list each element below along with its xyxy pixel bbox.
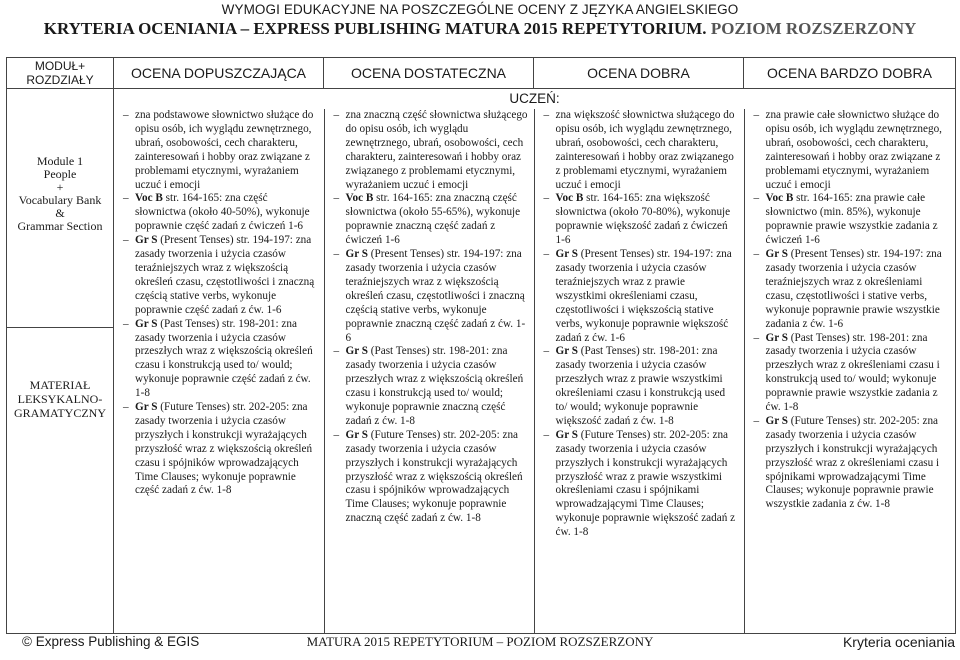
module-line: People [43, 167, 77, 181]
criteria-item-text: (Past Tenses) str. 198-201: zna zasady tworzenia i użycia czasów przeszłych wraz z większością określeń czasu i konstrukcją used to/ would; wykonuje poprawnie część zadań z ćw. 1-8 [135, 317, 313, 400]
header-row [7, 58, 956, 89]
criteria-item-text: str. 164-165: zna prawie całe słownictwo (min. 85%), wykonuje poprawnie prawie wszystkie zadania z ćwiczeń 1-6 [765, 192, 938, 247]
title-level: POZIOM ROZSZERZONY [710, 19, 917, 38]
criteria-item [123, 192, 318, 234]
document-title-line2 [0, 19, 960, 39]
criteria-item [334, 192, 528, 248]
grade-header-dopuszczajaca: OCENA DOPUSZCZAJĄCA [114, 58, 324, 89]
criteria-item [334, 248, 528, 345]
grade-header-dobra: OCENA DOBRA [534, 58, 744, 89]
criteria-item [754, 248, 951, 331]
criteria-item-text: (Present Tenses) str. 194-197: zna zasady tworzenia i użycia czasów teraźniejszych wraz z prawie wszystkimi określeniami czasu, częstotliwości i większością stative verbs, wykonuje poprawnie większość zadań z ćw. 1-6 [555, 248, 732, 344]
criteria-columns [114, 109, 956, 633]
criteria-dostateczna [324, 109, 534, 633]
criteria-item-text: (Past Tenses) str. 198-201: zna zasady tworzenia i użycia czasów przeszłych wraz z większością określeń czasu i konstrukcją used to/ would; wykonuje poprawnie znaczną część zadań z ćw. 1-8 [345, 345, 524, 427]
criteria-item [123, 401, 318, 498]
title-main: KRYTERIA OCENIANIA – EXPRESS PUBLISHING MATURA 2015 REPETYTORIUM. [43, 19, 707, 38]
material-label [7, 327, 113, 633]
criteria-bardzo-dobra [744, 109, 956, 633]
content-row [7, 89, 956, 634]
criteria-item-text: zna znaczną część słownictwa służącego do opisu osób, ich wyglądu zewnętrznego, ubrań, osobowości, cech charakteru, zainteresowań i hobby oraz związanego z problemami etycznymi, wyrażaniem uczuć i emocji [345, 109, 528, 191]
criteria-dobra [534, 109, 744, 633]
criteria-item-text: (Present Tenses) str. 194-197: zna zasady tworzenia i użycia czasów teraźniejszych wraz z większością określeń czasu, częstotliwości i znaczną częścią stative verbs, wykonuje poprawnie część zadań z ćw. 1-6 [135, 234, 315, 316]
footer-title: MATURA 2015 REPETYTORIUM – POZIOM ROZSZERZONY [306, 634, 654, 649]
criteria-item-lead: Gr S [765, 248, 788, 261]
criteria-item-text: zna podstawowe słownictwo służące do opisu osób, ich wyglądu zewnętrznego, ubrań, osobowości, cech charakteru, zainteresowań i hobby oraz związane z problemami etycznymi, wyrażaniem uczuć i emocji [135, 109, 314, 191]
module-line: + [56, 180, 64, 194]
criteria-item-lead: Gr S [345, 345, 368, 358]
criteria-item [754, 415, 951, 512]
document-title-line1: WYMOGI EDUKACYJNE NA POSZCZEGÓLNE OCENY Z JĘZYKA ANGIELSKIEGO [221, 2, 739, 17]
criteria-item-text: (Past Tenses) str. 198-201: zna zasady tworzenia i użycia czasów przeszłych wraz z prawie wszystkimi określeniami czasu i konstrukcją used to/ would; wykonuje poprawnie większość zadań z ćw. 1-8 [555, 345, 726, 427]
criteria-dopuszczajaca [114, 109, 324, 633]
module-column-header: MODUŁ+ ROZDZIAŁY [7, 58, 114, 89]
criteria-item-lead: Gr S [135, 401, 158, 414]
module-line: & [55, 206, 65, 220]
criteria-item-lead: Gr S [345, 428, 368, 441]
criteria-item [123, 109, 318, 192]
criteria-item-lead: Voc B [135, 192, 163, 205]
criteria-item-lead: Gr S [765, 414, 788, 427]
criteria-item [544, 345, 738, 428]
student-label: UCZEŃ: [509, 91, 560, 106]
criteria-item-text: (Present Tenses) str. 194-197: zna zasady tworzenia i użycia czasów teraźniejszych wraz z określeniami czasu, częstotliwości i stative verbs, wykonuje poprawnie prawie wszystkie zadania z ćw. 1-6 [765, 248, 942, 330]
material-line: GRAMATYCZNY [13, 406, 106, 420]
footer-copyright: © Express Publishing & EGIS [22, 634, 200, 649]
criteria-item-text: str. 164-165: zna większość słownictwa (około 70-80%), wykonuje poprawnie większość zadań z ćwiczeń 1-6 [555, 192, 731, 247]
criteria-item-text: zna większość słownictwa służącego do opisu osób, ich wyglądu zewnętrznego, ubrań, osobowości, cech charakteru, zainteresowań i hobby oraz związanego z problemami etycznymi, wyrażaniem uczuć i emocji [555, 109, 735, 191]
criteria-item-text: str. 164-165: zna część słownictwa (około 40-50%), wykonuje poprawnie część zadań z ćwiczeń 1-6 [135, 192, 310, 233]
criteria-item-lead: Gr S [135, 317, 158, 330]
module-label [7, 89, 113, 327]
criteria-table [6, 57, 956, 634]
criteria-item [544, 248, 738, 345]
module-cell [7, 89, 114, 634]
module-line: Module 1 [36, 154, 84, 168]
criteria-item [754, 109, 951, 192]
footer-section: Kryteria oceniania [842, 634, 955, 650]
criteria-item-lead: Gr S [555, 248, 578, 261]
criteria-item-lead: Gr S [555, 345, 578, 358]
criteria-item-text: zna prawie całe słownictwo służące do opisu osób, ich wyglądu zewnętrznego, ubrań, osobowości, cech charakteru, zainteresowań i hobby oraz związane z problemami etycznymi, wyrażaniem uczuć i emocji [765, 109, 942, 191]
criteria-item-lead: Gr S [555, 428, 578, 441]
module-line: Vocabulary Bank [18, 193, 102, 207]
criteria-area [114, 89, 956, 634]
criteria-item-lead: Gr S [345, 248, 368, 261]
criteria-item [123, 234, 318, 317]
criteria-item [334, 109, 528, 192]
criteria-item-lead: Voc B [765, 192, 794, 205]
material-line: LEKSYKALNO- [17, 392, 103, 406]
criteria-item-text: (Future Tenses) str. 202-205: zna zasady tworzenia i użycia czasów przyszłych i konstrukcji wyrażających przyszłość wraz z określeniami czasu i spójnikami wprowadzającymi Time Clauses; wykonuje poprawnie prawie wszystkie zadania z ćw. 1-8 [765, 414, 940, 511]
criteria-item-lead: Gr S [765, 331, 788, 344]
criteria-item-text: str. 164-165: zna znaczną część słownictwa (około 55-65%), wykonuje poprawnie znaczną część zadań z ćwiczeń 1-6 [345, 192, 521, 247]
criteria-item [754, 192, 951, 248]
module-line: Grammar Section [17, 219, 103, 233]
criteria-item-lead: Voc B [555, 192, 584, 205]
criteria-item [334, 429, 528, 526]
criteria-item [123, 318, 318, 401]
criteria-item [754, 332, 951, 415]
criteria-item-text: (Future Tenses) str. 202-205: zna zasady tworzenia i użycia czasów przyszłych i konstrukcji wyrażających przyszłość wraz z większością określeń czasu i spójników wprowadzających Time Clauses; wykonuje poprawnie część zadań z ćw. 1-8 [135, 401, 313, 497]
material-line: MATERIAŁ [29, 378, 91, 392]
criteria-item-text: (Future Tenses) str. 202-205: zna zasady tworzenia i użycia czasów przyszłych i konstrukcji wyrażających przyszłość wraz z większością określeń czasu i spójników wprowadzających Time Clauses; wykonuje poprawnie znaczną część zadań z ćw. 1-8 [345, 428, 523, 525]
criteria-item-text: (Past Tenses) str. 198-201: zna zasady tworzenia i użycia czasów przeszłych wraz z określeniami czasu i konstrukcją used to/ would; wykonuje poprawnie prawie wszystkie zadania z ćw. 1-8 [765, 331, 940, 414]
criteria-item [334, 345, 528, 428]
criteria-item [544, 109, 738, 192]
grade-header-dostateczna: OCENA DOSTATECZNA [324, 58, 534, 89]
grade-header-bardzo-dobra: OCENA BARDZO DOBRA [744, 58, 956, 89]
criteria-item-lead: Gr S [135, 234, 158, 247]
criteria-item-lead: Voc B [345, 192, 374, 205]
page-footer [0, 634, 960, 654]
criteria-item [544, 192, 738, 248]
criteria-item-text: (Future Tenses) str. 202-205: zna zasady tworzenia i użycia czasów przyszłych i konstrukcji wyrażających przyszłość wraz z prawie wszystkimi określeniami czasu i spójnikami wprowadzającymi Time Clauses; wykonuje poprawnie większość zadań z ćw. 1-8 [555, 428, 736, 539]
criteria-item [544, 429, 738, 540]
criteria-item-text: (Present Tenses) str. 194-197: zna zasady tworzenia i użycia czasów teraźniejszych wraz z większością określeń czasu, częstotliwości i znaczną częścią stative verbs, wykonuje poprawnie znaczną część zadań z ćw. 1-6 [345, 248, 526, 344]
